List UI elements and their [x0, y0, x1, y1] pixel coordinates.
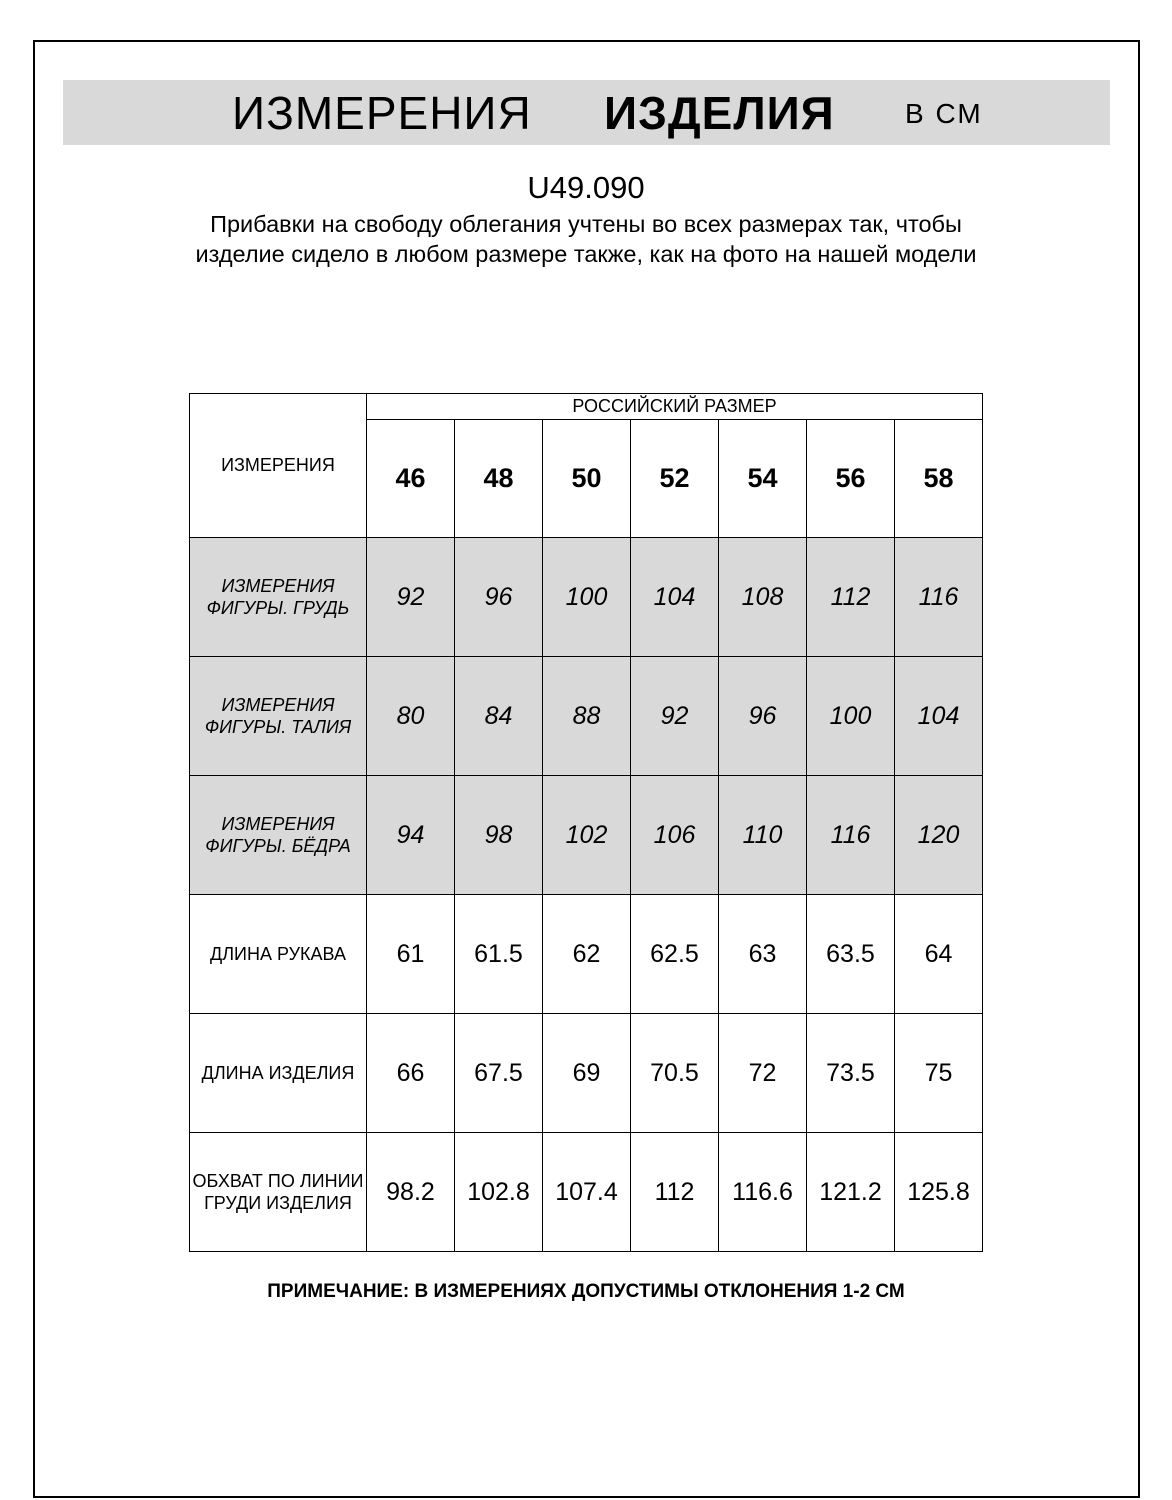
table-cell: 102.8 — [455, 1133, 543, 1252]
table-cell: 66 — [367, 1014, 455, 1133]
table-cell: 96 — [455, 538, 543, 657]
table-cell: 116.6 — [719, 1133, 807, 1252]
table-cell: 92 — [367, 538, 455, 657]
title-bold: ИЗДЕЛИЯ — [604, 87, 835, 139]
row-label: ИЗМЕРЕНИЯ ФИГУРЫ. ГРУДЬ — [190, 538, 367, 657]
table-cell: 104 — [895, 657, 983, 776]
table-cell: 98.2 — [367, 1133, 455, 1252]
table-cell: 106 — [631, 776, 719, 895]
article-number: U49.090 — [527, 170, 645, 205]
table-cell: 125.8 — [895, 1133, 983, 1252]
table-cell: 100 — [543, 538, 631, 657]
footnote: ПРИМЕЧАНИЕ: В ИЗМЕРЕНИЯХ ДОПУСТИМЫ ОТКЛОНЕНИЯ 1-2 СМ — [267, 1281, 905, 1302]
table-cell: 67.5 — [455, 1014, 543, 1133]
table-cell: 120 — [895, 776, 983, 895]
table-cell: 72 — [719, 1014, 807, 1133]
table-cell: 112 — [807, 538, 895, 657]
table-cell: 102 — [543, 776, 631, 895]
table-cell: 62.5 — [631, 895, 719, 1014]
size-header: 58 — [895, 420, 983, 538]
table-cell: 61.5 — [455, 895, 543, 1014]
intro-text: Прибавки на свободу облегания учтены во всех размерах так, чтобы изделие сидело в любом размере также, как на фото на нашей модели — [195, 211, 977, 267]
table-cell: 121.2 — [807, 1133, 895, 1252]
table-cell: 70.5 — [631, 1014, 719, 1133]
table-cell: 107.4 — [543, 1133, 631, 1252]
table-cell: 104 — [631, 538, 719, 657]
table-row — [190, 657, 983, 776]
table-cell: 75 — [895, 1014, 983, 1133]
row-label: ИЗМЕРЕНИЯ ФИГУРЫ. БЁДРА — [190, 776, 367, 895]
table-cell: 112 — [631, 1133, 719, 1252]
table-cell: 110 — [719, 776, 807, 895]
table-cell: 100 — [807, 657, 895, 776]
table-cell: 69 — [543, 1014, 631, 1133]
table-row — [190, 1014, 983, 1133]
table-cell: 98 — [455, 776, 543, 895]
table-cell: 73.5 — [807, 1014, 895, 1133]
size-header: 54 — [719, 420, 807, 538]
table-cell: 63 — [719, 895, 807, 1014]
table-cell: 92 — [631, 657, 719, 776]
table-cell: 94 — [367, 776, 455, 895]
table-corner-label: ИЗМЕРЕНИЯ — [190, 394, 367, 538]
size-header: 56 — [807, 420, 895, 538]
table-cell: 88 — [543, 657, 631, 776]
size-header: 46 — [367, 420, 455, 538]
table-cell: 96 — [719, 657, 807, 776]
table-row — [190, 538, 983, 657]
row-label: ДЛИНА РУКАВА — [190, 895, 367, 1014]
size-header: 48 — [455, 420, 543, 538]
table-cell: 116 — [807, 776, 895, 895]
title-unit: В СМ — [905, 98, 983, 129]
row-label: ИЗМЕРЕНИЯ ФИГУРЫ. ТАЛИЯ — [190, 657, 367, 776]
row-label: ОБХВАТ ПО ЛИНИИ ГРУДИ ИЗДЕЛИЯ — [190, 1133, 367, 1252]
size-header: 52 — [631, 420, 719, 538]
table-row — [190, 895, 983, 1014]
table-cell: 61 — [367, 895, 455, 1014]
table-cell: 80 — [367, 657, 455, 776]
table-row — [190, 1133, 983, 1252]
table-cell: 62 — [543, 895, 631, 1014]
table-row — [190, 776, 983, 895]
table-cell: 116 — [895, 538, 983, 657]
title-regular: ИЗМЕРЕНИЯ — [232, 87, 532, 139]
row-label: ДЛИНА ИЗДЕЛИЯ — [190, 1014, 367, 1133]
size-table — [189, 393, 983, 1252]
table-cell: 108 — [719, 538, 807, 657]
size-group-header: РОССИЙСКИЙ РАЗМЕР — [367, 394, 983, 420]
table-cell: 63.5 — [807, 895, 895, 1014]
size-header: 50 — [543, 420, 631, 538]
table-cell: 84 — [455, 657, 543, 776]
table-cell: 64 — [895, 895, 983, 1014]
